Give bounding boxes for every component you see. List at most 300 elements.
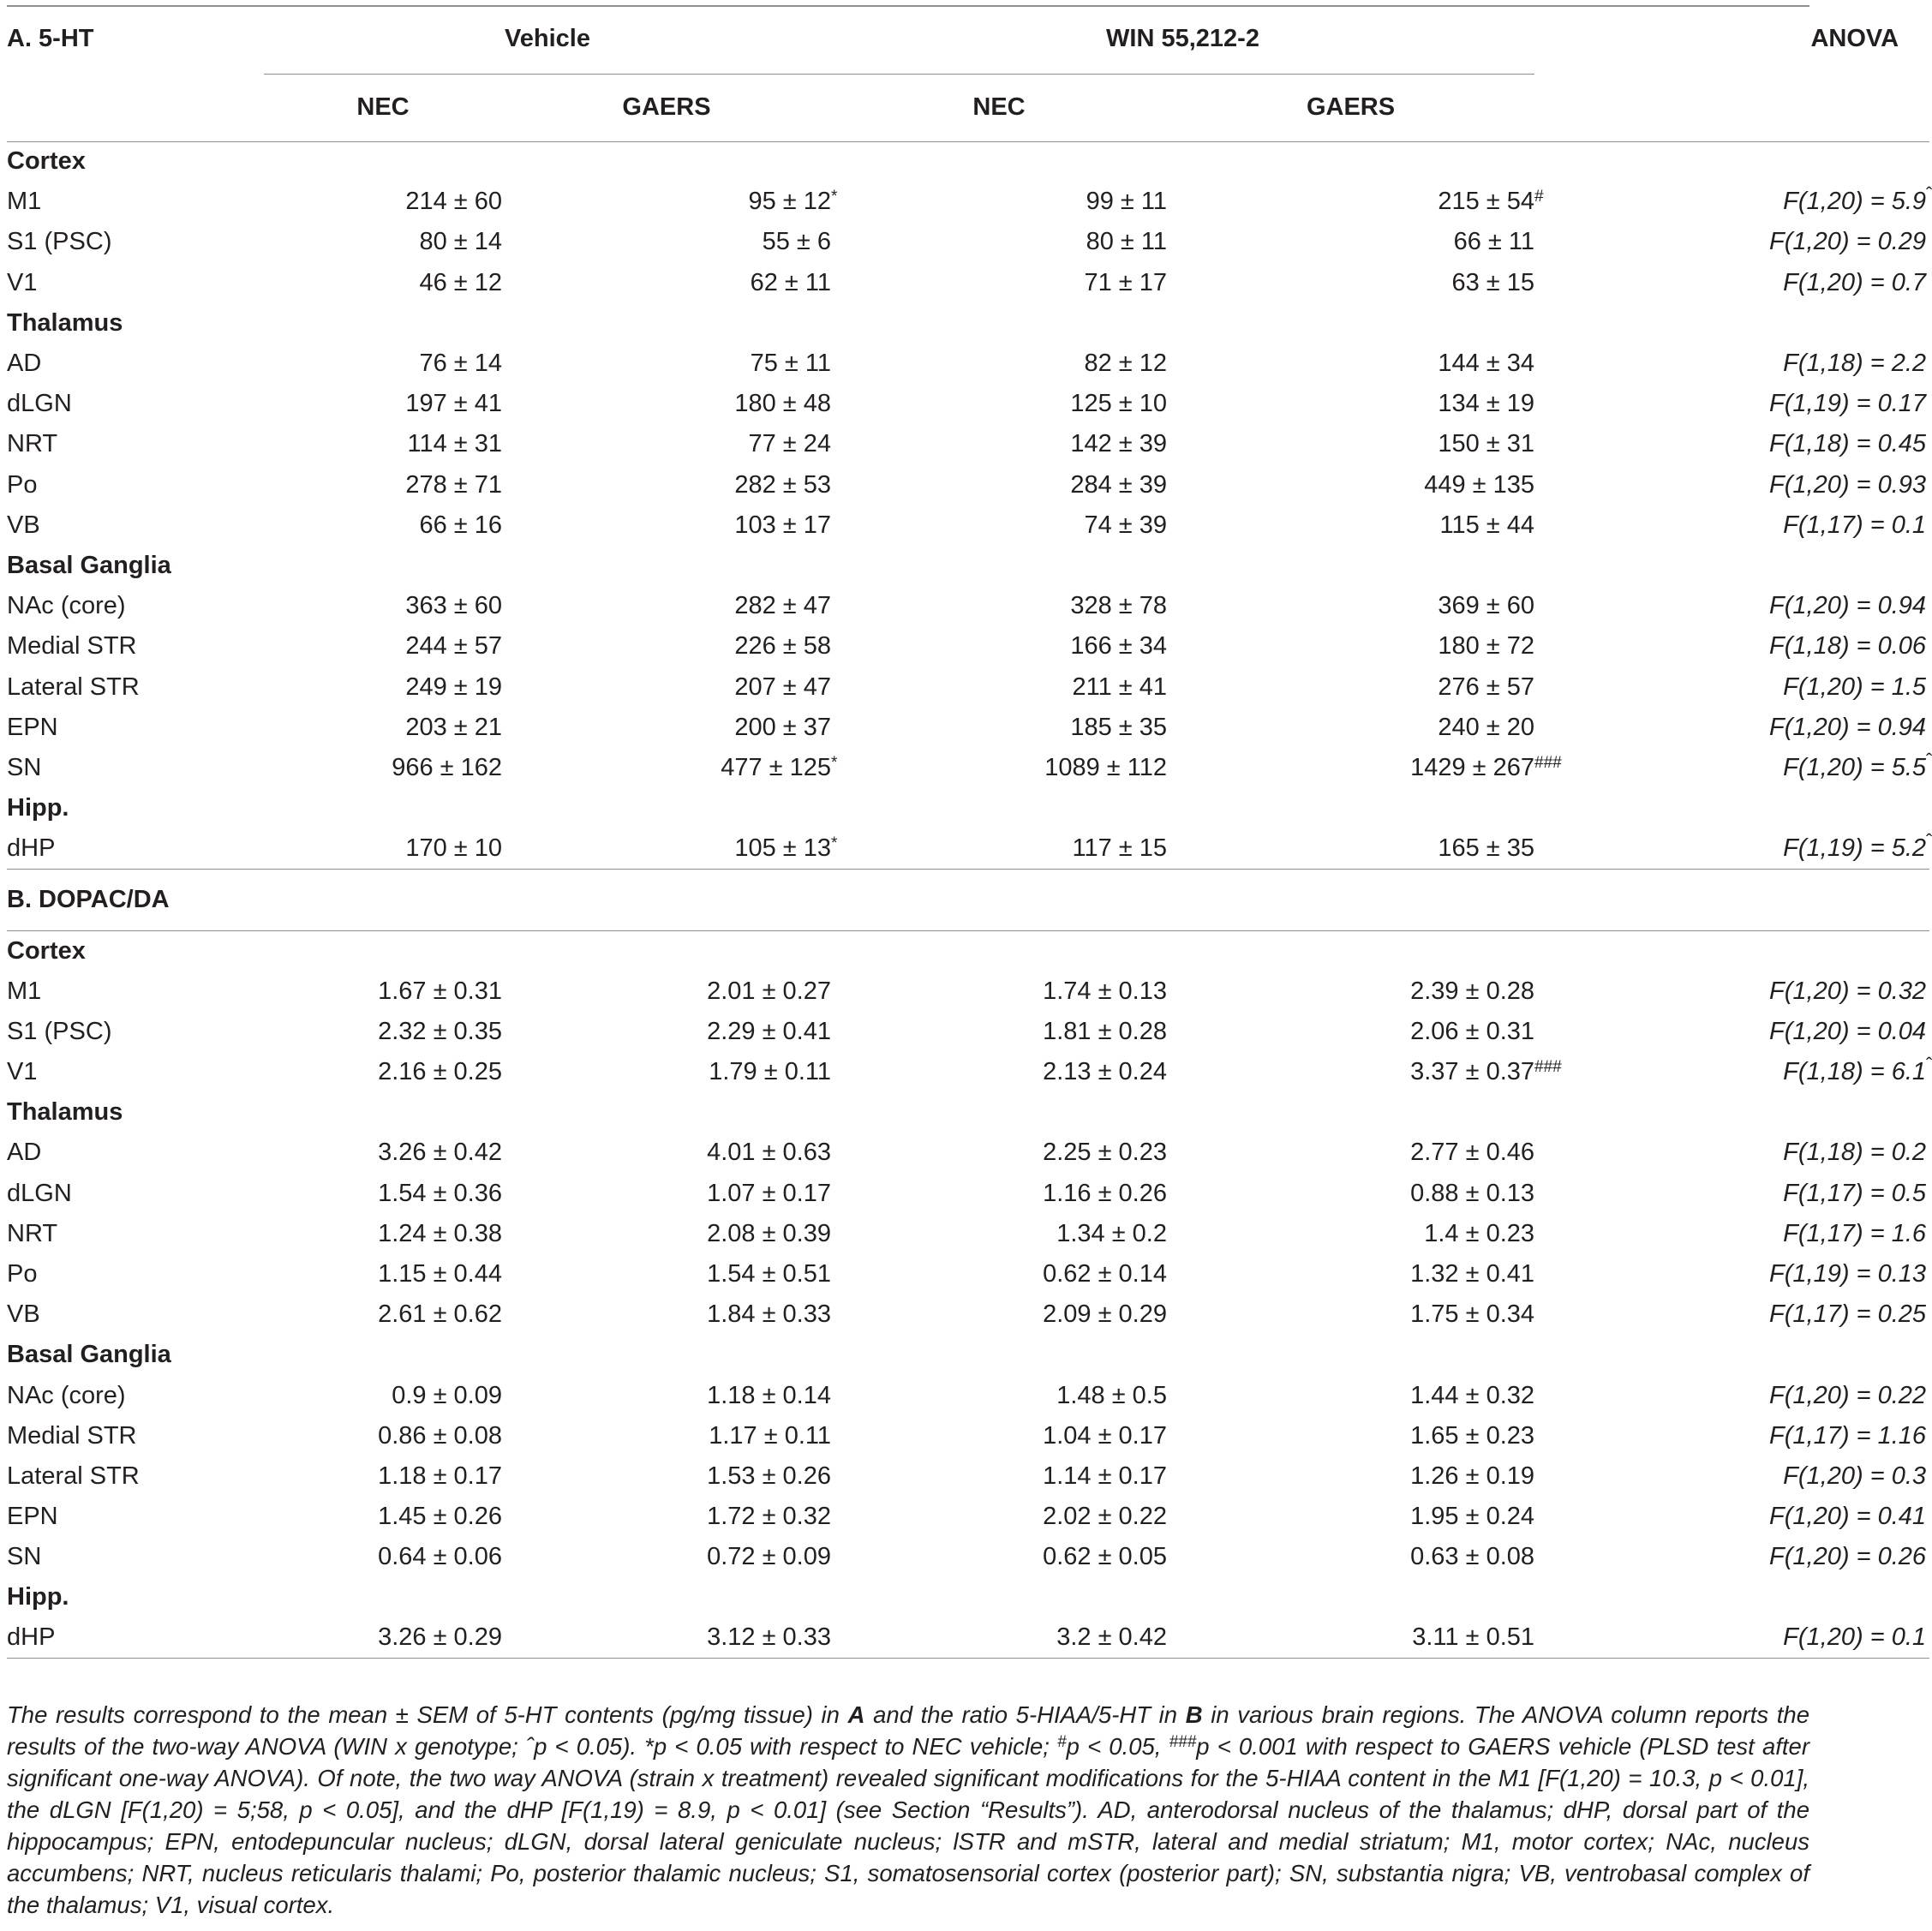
- table-row: [7, 1618, 1929, 1659]
- value: 203 ± 21: [405, 713, 502, 741]
- group-row: [7, 788, 1929, 828]
- section-b-title: B. DOPAC/DA: [7, 869, 1929, 930]
- win-nec-cell: [831, 1375, 1167, 1415]
- value: 3.26 ± 0.29: [378, 1623, 502, 1652]
- value: 0.86 ± 0.08: [378, 1421, 502, 1450]
- vehicle-nec-header: NEC: [264, 74, 502, 141]
- vehicle-nec-cell: [264, 424, 502, 464]
- value: 95 ± 12: [748, 188, 831, 216]
- value: 3.2 ± 0.42: [1056, 1623, 1167, 1652]
- value: 2.01 ± 0.27: [707, 977, 831, 1005]
- value: 125 ± 10: [1070, 390, 1167, 418]
- value: 1.18 ± 0.17: [378, 1462, 502, 1490]
- group-label: Cortex: [7, 147, 86, 176]
- win-nec-cell: [831, 1133, 1167, 1173]
- table-row: [7, 626, 1929, 667]
- region-cell: V1: [7, 268, 38, 296]
- anova-value: F(1,20) = 0.29: [1769, 228, 1927, 256]
- value: 1.65 ± 0.23: [1410, 1421, 1535, 1450]
- win-nec-cell: [831, 667, 1167, 707]
- region-cell: NAc (core): [7, 1381, 126, 1409]
- vehicle-gaers-cell: [502, 1537, 831, 1577]
- vehicle-gaers-cell: [502, 384, 831, 424]
- vehicle-nec-cell: [264, 1497, 502, 1537]
- value: 1089 ± 112: [1044, 753, 1167, 781]
- table-row: [7, 182, 1929, 222]
- win-nec-cell: [831, 1618, 1167, 1659]
- win-gaers-cell: [1167, 1416, 1534, 1456]
- vehicle-nec-cell: [264, 1375, 502, 1415]
- table-row: [7, 971, 1929, 1012]
- value: 1.04 ± 0.17: [1043, 1421, 1167, 1450]
- value: 1.24 ± 0.38: [378, 1219, 502, 1247]
- value: 200 ± 37: [734, 713, 831, 741]
- vehicle-nec-cell: [264, 1174, 502, 1214]
- vehicle-gaers-cell: [502, 1497, 831, 1537]
- value: 77 ± 24: [748, 430, 831, 458]
- value: 226 ± 58: [734, 632, 831, 661]
- anova-cell: [1534, 586, 1929, 626]
- anova-value: F(1,19) = 5.2: [1783, 834, 1927, 863]
- value: 66 ± 11: [1453, 228, 1535, 256]
- win-gaers-cell: [1167, 1012, 1534, 1052]
- group-label: Cortex: [7, 936, 86, 965]
- win-nec-cell: [831, 263, 1167, 303]
- value: 117 ± 15: [1072, 834, 1167, 863]
- value: 80 ± 14: [419, 228, 502, 256]
- anova-cell: [1534, 626, 1929, 667]
- anova-cell: [1534, 1214, 1929, 1254]
- anova-cell: [1534, 222, 1929, 262]
- win-nec-cell: [831, 1214, 1167, 1254]
- vehicle-gaers-cell: [502, 1214, 831, 1254]
- vehicle-header: Vehicle: [264, 5, 831, 74]
- win-nec-cell: [831, 828, 1167, 869]
- region-cell: Medial STR: [7, 632, 137, 661]
- win-nec-cell: [831, 505, 1167, 546]
- value: 3.11 ± 0.51: [1412, 1623, 1535, 1652]
- anova-value: F(1,20) = 0.94: [1769, 713, 1927, 741]
- vehicle-gaers-cell: [502, 1133, 831, 1173]
- vehicle-nec-cell: [264, 971, 502, 1012]
- region-cell: Medial STR: [7, 1421, 137, 1450]
- anova-value: F(1,18) = 0.06: [1769, 632, 1927, 661]
- vehicle-gaers-cell: [502, 1294, 831, 1335]
- anova-value: F(1,19) = 0.13: [1769, 1259, 1927, 1288]
- value: 2.09 ± 0.29: [1043, 1300, 1167, 1329]
- value: 211 ± 41: [1072, 673, 1167, 701]
- win-nec-cell: [831, 1537, 1167, 1577]
- vehicle-nec-cell: [264, 667, 502, 707]
- value: 144 ± 34: [1438, 350, 1535, 378]
- value: 0.88 ± 0.13: [1410, 1179, 1535, 1207]
- win-gaers-cell: [1167, 505, 1534, 546]
- region-cell: NRT: [7, 430, 58, 458]
- value: 1.16 ± 0.26: [1043, 1179, 1167, 1207]
- value: 3.26 ± 0.42: [378, 1139, 502, 1167]
- anova-value: F(1,18) = 2.2: [1783, 350, 1927, 378]
- value: 115 ± 44: [1439, 511, 1535, 539]
- caption-label-a: A: [847, 1701, 865, 1728]
- value: 62 ± 11: [750, 268, 831, 296]
- value: 1.18 ± 0.14: [707, 1381, 831, 1409]
- vehicle-nec-cell: [264, 1618, 502, 1659]
- value: 1.34 ± 0.2: [1056, 1219, 1167, 1247]
- value: 71 ± 17: [1084, 268, 1167, 296]
- vehicle-gaers-cell: 95 ± 12*: [748, 188, 838, 216]
- vehicle-nec-cell: [264, 708, 502, 748]
- anova-cell: F(1,19) = 5.2ˆ: [1783, 830, 1932, 863]
- anova-cell: [1534, 1012, 1929, 1052]
- win-nec-cell: [831, 971, 1167, 1012]
- value: 0.72 ± 0.09: [707, 1543, 831, 1571]
- value: 1429 ± 267: [1410, 753, 1535, 781]
- value: 3.37 ± 0.37: [1410, 1058, 1535, 1086]
- anova-cell: [1534, 1375, 1929, 1415]
- vehicle-nec-cell: [264, 748, 502, 788]
- value: 2.32 ± 0.35: [378, 1017, 502, 1045]
- value: 170 ± 10: [405, 834, 502, 863]
- anova-cell: [1534, 971, 1929, 1012]
- value: 1.84 ± 0.33: [707, 1300, 831, 1329]
- value: 4.01 ± 0.63: [707, 1139, 831, 1167]
- value: 1.75 ± 0.34: [1410, 1300, 1535, 1329]
- group-row: [7, 546, 1929, 586]
- win-gaers-cell: [1167, 667, 1534, 707]
- table-bottom-rule: [7, 1659, 1929, 1661]
- value: 1.17 ± 0.11: [709, 1421, 831, 1450]
- group-row: [7, 303, 1929, 344]
- win-gaers-cell: 3.37 ± 0.37###: [1410, 1058, 1562, 1086]
- table-row: [7, 465, 1929, 505]
- vehicle-nec-cell: [264, 1254, 502, 1294]
- value: 55 ± 6: [762, 228, 831, 256]
- value: 180 ± 72: [1438, 632, 1535, 661]
- value: 1.26 ± 0.19: [1410, 1462, 1535, 1490]
- vehicle-nec-cell: [264, 344, 502, 384]
- value: 2.29 ± 0.41: [707, 1017, 831, 1045]
- region-cell: VB: [7, 1300, 40, 1329]
- value: 0.9 ± 0.09: [392, 1381, 502, 1409]
- value: 3.12 ± 0.33: [707, 1623, 831, 1652]
- region-cell: S1 (PSC): [7, 1017, 112, 1045]
- table-row: [7, 1133, 1929, 1173]
- vehicle-nec-cell: [264, 263, 502, 303]
- value: 214 ± 60: [405, 188, 502, 216]
- value: 215 ± 54: [1438, 188, 1535, 216]
- value: 1.54 ± 0.36: [378, 1179, 502, 1207]
- vehicle-nec-cell: [264, 1456, 502, 1497]
- win-nec-cell: [831, 1254, 1167, 1294]
- group-row: [7, 1577, 1929, 1617]
- anova-cell: [1534, 708, 1929, 748]
- win-gaers-cell: [1167, 1214, 1534, 1254]
- vehicle-gaers-cell: [502, 505, 831, 546]
- value: 2.02 ± 0.22: [1043, 1503, 1167, 1531]
- value: 76 ± 14: [419, 350, 502, 378]
- anova-cell: [1534, 505, 1929, 546]
- value: 1.54 ± 0.51: [707, 1259, 831, 1288]
- value: 363 ± 60: [405, 592, 502, 620]
- vehicle-gaers-cell: [502, 424, 831, 464]
- anova-cell: F(1,20) = 5.9ˆ: [1783, 183, 1932, 216]
- value: 165 ± 35: [1438, 834, 1535, 863]
- anova-value: F(1,20) = 5.5: [1783, 753, 1927, 781]
- anova-cell: [1534, 263, 1929, 303]
- table-row: [7, 1294, 1929, 1335]
- value: 2.39 ± 0.28: [1410, 977, 1535, 1005]
- table-row: [7, 1537, 1929, 1577]
- anova-value: F(1,20) = 0.93: [1769, 470, 1927, 499]
- win-nec-cell: [831, 222, 1167, 262]
- region-cell: M1: [7, 977, 42, 1005]
- vehicle-gaers-cell: [502, 222, 831, 262]
- value: 0.62 ± 0.14: [1043, 1259, 1167, 1288]
- vehicle-gaers-cell: [502, 1456, 831, 1497]
- caption-part: p < 0.05). *p < 0.05 with respect to NEC vehicle;: [534, 1733, 1058, 1760]
- win-gaers-cell: 1429 ± 267###: [1410, 753, 1562, 781]
- anova-cell: [1534, 1294, 1929, 1335]
- anova-value: F(1,20) = 0.04: [1769, 1017, 1927, 1045]
- vehicle-nec-cell: [264, 1133, 502, 1173]
- table-caption: [7, 1699, 1809, 1921]
- region-cell: V1: [7, 1058, 38, 1086]
- anova-cell: [1534, 1537, 1929, 1577]
- table-row: [7, 1052, 1929, 1092]
- region-cell: S1 (PSC): [7, 228, 112, 256]
- table-row: [7, 828, 1929, 869]
- win-nec-cell: [831, 626, 1167, 667]
- win-gaers-cell: [1167, 1618, 1534, 1659]
- header-group-row: [7, 5, 1929, 74]
- win-nec-cell: [831, 586, 1167, 626]
- win-header: WIN 55,212-2: [831, 5, 1534, 74]
- vehicle-gaers-cell: [502, 667, 831, 707]
- section-b-header-row: [7, 869, 1929, 930]
- table-row: [7, 222, 1929, 262]
- win-gaers-cell: [1167, 1537, 1534, 1577]
- region-cell: AD: [7, 1139, 42, 1167]
- win-gaers-cell: [1167, 1456, 1534, 1497]
- anova-cell: [1534, 1618, 1929, 1659]
- vehicle-gaers-cell: [502, 1618, 831, 1659]
- anova-value: F(1,17) = 0.25: [1769, 1300, 1927, 1329]
- anova-value: F(1,20) = 0.22: [1769, 1381, 1927, 1409]
- anova-cell: F(1,20) = 5.5ˆ: [1783, 749, 1932, 781]
- vehicle-gaers-cell: [502, 1052, 831, 1092]
- anova-cell: [1534, 667, 1929, 707]
- win-gaers-cell: [1167, 1133, 1534, 1173]
- win-nec-cell: [831, 1497, 1167, 1537]
- table-row: [7, 748, 1929, 788]
- win-gaers-cell: [1167, 1254, 1534, 1294]
- value: 75 ± 11: [750, 350, 831, 378]
- vehicle-nec-cell: [264, 384, 502, 424]
- value: 282 ± 47: [734, 592, 831, 620]
- vehicle-gaers-cell: [502, 1012, 831, 1052]
- region-cell: VB: [7, 511, 40, 539]
- vehicle-nec-cell: [264, 1012, 502, 1052]
- value: 1.45 ± 0.26: [378, 1503, 502, 1531]
- value: 180 ± 48: [734, 390, 831, 418]
- win-gaers-cell: [1167, 1174, 1534, 1214]
- anova-cell: [1534, 384, 1929, 424]
- section-title: A. 5-HT: [7, 25, 94, 52]
- group-label: Hipp.: [7, 1583, 69, 1611]
- win-gaers-cell: [1167, 708, 1534, 748]
- win-nec-cell: [831, 384, 1167, 424]
- value: 328 ± 78: [1070, 592, 1167, 620]
- value: 2.08 ± 0.39: [707, 1219, 831, 1247]
- win-gaers-cell: [1167, 222, 1534, 262]
- caption-caret: ˆ: [525, 1733, 535, 1760]
- value: 46 ± 12: [419, 268, 502, 296]
- anova-cell: [1534, 424, 1929, 464]
- value: 2.77 ± 0.46: [1410, 1139, 1535, 1167]
- value: 74 ± 39: [1084, 511, 1167, 539]
- vehicle-nec-cell: [264, 828, 502, 869]
- table-row: [7, 424, 1929, 464]
- win-nec-cell: [831, 1294, 1167, 1335]
- value: 114 ± 31: [407, 430, 502, 458]
- vehicle-gaers-cell: [502, 1254, 831, 1294]
- data-table: [7, 5, 1932, 1660]
- value: 2.16 ± 0.25: [378, 1058, 502, 1086]
- value: 1.72 ± 0.32: [707, 1503, 831, 1531]
- win-nec-cell: [831, 1052, 1167, 1092]
- region-cell: Lateral STR: [7, 673, 140, 701]
- value: 1.07 ± 0.17: [707, 1179, 831, 1207]
- region-cell: SN: [7, 753, 42, 781]
- anova-value: F(1,18) = 0.45: [1769, 430, 1927, 458]
- vehicle-gaers-cell: 105 ± 13*: [734, 834, 838, 863]
- vehicle-nec-cell: [264, 465, 502, 505]
- value: 282 ± 53: [734, 470, 831, 499]
- vehicle-nec-cell: [264, 505, 502, 546]
- table-row: [7, 1214, 1929, 1254]
- table-row: [7, 263, 1929, 303]
- value: 278 ± 71: [405, 470, 502, 499]
- vehicle-gaers-cell: [502, 1174, 831, 1214]
- value: 249 ± 19: [405, 673, 502, 701]
- caption-part: in various brain regions. The ANOVA column reports the results of the two-way ANOVA (WIN x genotype;: [7, 1701, 1810, 1760]
- value: 82 ± 12: [1084, 350, 1167, 378]
- table-row: [7, 586, 1929, 626]
- value: 197 ± 41: [405, 390, 502, 418]
- table-row: [7, 1497, 1929, 1537]
- anova-value: F(1,20) = 0.26: [1769, 1543, 1927, 1571]
- anova-cell: [1534, 344, 1929, 384]
- vehicle-gaers-cell: [502, 1375, 831, 1415]
- table-row: [7, 1012, 1929, 1052]
- value: 284 ± 39: [1070, 470, 1167, 499]
- region-cell: Lateral STR: [7, 1462, 140, 1490]
- anova-value: F(1,18) = 6.1: [1783, 1058, 1927, 1086]
- value: 240 ± 20: [1438, 713, 1535, 741]
- vehicle-gaers-cell: [502, 344, 831, 384]
- value: 1.81 ± 0.28: [1043, 1017, 1167, 1045]
- vehicle-gaers-header: GAERS: [502, 74, 831, 141]
- value: 80 ± 11: [1086, 228, 1167, 256]
- win-nec-header: NEC: [831, 74, 1167, 141]
- region-cell: Po: [7, 470, 38, 499]
- value: 1.14 ± 0.17: [1043, 1462, 1167, 1490]
- win-nec-cell: [831, 1174, 1167, 1214]
- win-gaers-cell: [1167, 1375, 1534, 1415]
- caption-part: The results correspond to the mean ± SEM of 5-HT contents (pg/mg tissue) in: [7, 1701, 848, 1728]
- win-gaers-cell: [1167, 626, 1534, 667]
- group-row: [7, 1335, 1929, 1375]
- caption-label-b: B: [1185, 1701, 1203, 1728]
- value: 1.79 ± 0.11: [709, 1058, 831, 1086]
- value: 150 ± 31: [1438, 430, 1535, 458]
- vehicle-gaers-cell: [502, 263, 831, 303]
- region-cell: EPN: [7, 713, 58, 741]
- win-nec-cell: [831, 708, 1167, 748]
- win-gaers-cell: [1167, 828, 1534, 869]
- region-cell: dHP: [7, 1623, 56, 1652]
- win-gaers-header: GAERS: [1167, 74, 1534, 141]
- anova-value: F(1,17) = 1.16: [1769, 1421, 1927, 1450]
- win-gaers-cell: [1167, 384, 1534, 424]
- vehicle-nec-cell: [264, 626, 502, 667]
- value: 1.67 ± 0.31: [378, 977, 502, 1005]
- vehicle-nec-cell: [264, 586, 502, 626]
- win-nec-cell: [831, 1012, 1167, 1052]
- caption-part: and the ratio 5-HIAA/5-HT in: [864, 1701, 1186, 1728]
- header-subgroup-row: [7, 74, 1929, 141]
- vehicle-nec-cell: [264, 1052, 502, 1092]
- value: 966 ± 162: [392, 753, 502, 781]
- caption-part: p < 0.001 with respect to GAERS vehicle (PLSD test after significant one-way ANOVA). Of note, the two way ANOVA (strain x treatment) revealed significant modifications for the 5-HIAA content in the M1 [F(1,20) = 10.3, p < 0.01], the dLGN [F(1,20) = 5;58, p < 0.05], and the dHP [F(1,19) = 8.9, p < 0.01] (see Section “Results”). AD, anterodorsal nucleus of the thalamus; dHP, dorsal part of the hippocampus; EPN, entodepuncular nucleus; dLGN, dorsal lateral geniculate nucleus; lSTR and mSTR, lateral and medial striatum; M1, motor cortex; NAc, nucleus accumbens; NRT, nucleus reticularis thalami; Po, posterior thalamic nucleus; S1, somatosensorial cortex (posterior part); SN, substantia nigra; VB, ventrobasal complex of the thalamus; V1, visual cortex.: [7, 1733, 1809, 1918]
- anova-cell: [1534, 1497, 1929, 1537]
- region-cell: EPN: [7, 1503, 58, 1531]
- win-gaers-cell: 215 ± 54#: [1438, 188, 1544, 216]
- value: 449 ± 135: [1424, 470, 1535, 499]
- win-gaers-cell: [1167, 1497, 1534, 1537]
- table-row: [7, 708, 1929, 748]
- vehicle-nec-cell: [264, 1537, 502, 1577]
- caption-part: p < 0.05,: [1066, 1733, 1169, 1760]
- vehicle-gaers-cell: [502, 971, 831, 1012]
- value: 0.63 ± 0.08: [1410, 1543, 1535, 1571]
- anova-cell: F(1,18) = 6.1ˆ: [1783, 1054, 1932, 1086]
- region-cell: dHP: [7, 834, 56, 863]
- anova-value: F(1,20) = 5.9: [1783, 188, 1927, 216]
- win-nec-cell: [831, 748, 1167, 788]
- anova-value: F(1,17) = 1.6: [1783, 1219, 1927, 1247]
- group-label: Thalamus: [7, 1098, 123, 1127]
- anova-cell: [1534, 1254, 1929, 1294]
- value: 63 ± 15: [1451, 268, 1535, 296]
- value: 134 ± 19: [1438, 390, 1535, 418]
- anova-value: F(1,19) = 0.17: [1769, 390, 1927, 418]
- caption-hash: ###: [1169, 1733, 1197, 1751]
- table-row: [7, 1416, 1929, 1456]
- value: 185 ± 35: [1070, 713, 1167, 741]
- table-row: [7, 1375, 1929, 1415]
- table-row: [7, 1456, 1929, 1497]
- win-gaers-cell: [1167, 263, 1534, 303]
- value: 103 ± 17: [734, 511, 831, 539]
- vehicle-gaers-cell: [502, 626, 831, 667]
- value: 477 ± 125: [721, 753, 831, 781]
- value: 0.64 ± 0.06: [378, 1543, 502, 1571]
- vehicle-nec-cell: [264, 1416, 502, 1456]
- vehicle-gaers-cell: [502, 708, 831, 748]
- group-row: [7, 141, 1929, 182]
- vehicle-gaers-cell: 477 ± 125*: [721, 753, 838, 781]
